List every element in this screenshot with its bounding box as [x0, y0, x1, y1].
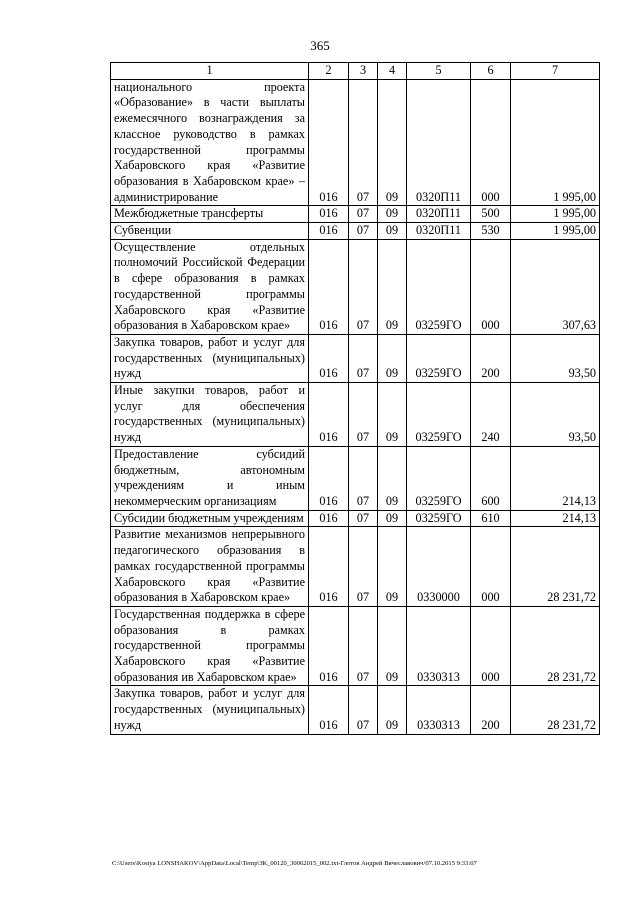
- budget-table: [110, 62, 600, 735]
- section-code: 07: [349, 334, 378, 382]
- section-code: 07: [349, 510, 378, 527]
- target-article-code: 03259ГО: [407, 510, 471, 527]
- subsection-code: 09: [378, 206, 407, 223]
- row-name: Межбюджетные трансферты: [111, 206, 309, 223]
- expense-type-code: 200: [471, 686, 511, 734]
- expense-type-code: 610: [471, 510, 511, 527]
- amount: 28 231,72: [511, 527, 600, 607]
- subsection-code: 09: [378, 527, 407, 607]
- ministry-code: 016: [309, 79, 349, 206]
- expense-type-code: 000: [471, 239, 511, 334]
- ministry-code: 016: [309, 606, 349, 686]
- row-name: Закупка товаров, работ и услуг для государственных (муниципальных) нужд: [111, 334, 309, 382]
- table-row: [111, 79, 600, 206]
- table-row: [111, 223, 600, 240]
- section-code: 07: [349, 527, 378, 607]
- amount: 214,13: [511, 510, 600, 527]
- section-code: 07: [349, 206, 378, 223]
- subsection-code: 09: [378, 79, 407, 206]
- expense-type-code: 600: [471, 446, 511, 510]
- table-row: [111, 383, 600, 447]
- ministry-code: 016: [309, 510, 349, 527]
- table-row: [111, 446, 600, 510]
- row-name: Осуществление отдельных полномочий Российской Федерации в сфере образования в рамках государственной программы Хабаровского края «Развитие образования в Хабаровском крае»: [111, 239, 309, 334]
- page-number: 365: [310, 38, 330, 53]
- expense-type-code: 000: [471, 527, 511, 607]
- table-row: [111, 606, 600, 686]
- expense-type-code: 000: [471, 79, 511, 206]
- column-header-5: 5: [407, 63, 471, 80]
- column-header-6: 6: [471, 63, 511, 80]
- row-name: Субсидии бюджетным учреждениям: [111, 510, 309, 527]
- table-row: [111, 206, 600, 223]
- ministry-code: 016: [309, 239, 349, 334]
- target-article-code: 0320П11: [407, 79, 471, 206]
- target-article-code: 0330313: [407, 686, 471, 734]
- section-code: 07: [349, 79, 378, 206]
- row-name: Предоставление субсидий бюджетным, автономным учреждениям и иным некоммерческим организациям: [111, 446, 309, 510]
- column-header-2: 2: [309, 63, 349, 80]
- target-article-code: 03259ГО: [407, 383, 471, 447]
- target-article-code: 03259ГО: [407, 446, 471, 510]
- section-code: 07: [349, 383, 378, 447]
- ministry-code: 016: [309, 446, 349, 510]
- row-name: Развитие механизмов непрерывного педагогического образования в рамках государственной программы Хабаровского края «Развитие образования в Хабаровском крае»: [111, 527, 309, 607]
- expense-type-code: 500: [471, 206, 511, 223]
- column-header-3: 3: [349, 63, 378, 80]
- table-row: [111, 527, 600, 607]
- column-header-1: 1: [111, 63, 309, 80]
- expense-type-code: 000: [471, 606, 511, 686]
- row-name: Иные закупки товаров, работ и услуг для обеспечения государственных (муниципальных) нужд: [111, 383, 309, 447]
- subsection-code: 09: [378, 334, 407, 382]
- target-article-code: 0320П11: [407, 223, 471, 240]
- amount: 214,13: [511, 446, 600, 510]
- column-header-4: 4: [378, 63, 407, 80]
- target-article-code: 0330000: [407, 527, 471, 607]
- amount: 1 995,00: [511, 79, 600, 206]
- header-row: [111, 63, 600, 80]
- amount: 93,50: [511, 334, 600, 382]
- section-code: 07: [349, 446, 378, 510]
- amount: 28 231,72: [511, 686, 600, 734]
- row-name: Субвенции: [111, 223, 309, 240]
- target-article-code: 0330313: [407, 606, 471, 686]
- subsection-code: 09: [378, 446, 407, 510]
- amount: 93,50: [511, 383, 600, 447]
- section-code: 07: [349, 223, 378, 240]
- subsection-code: 09: [378, 223, 407, 240]
- ministry-code: 016: [309, 686, 349, 734]
- subsection-code: 09: [378, 686, 407, 734]
- subsection-code: 09: [378, 239, 407, 334]
- target-article-code: 03259ГО: [407, 239, 471, 334]
- ministry-code: 016: [309, 527, 349, 607]
- row-name: Закупка товаров, работ и услуг для государственных (муниципальных) нужд: [111, 686, 309, 734]
- row-name: Государственная поддержка в сфере образования в рамках государственной программы Хабаровского края «Развитие образования ив Хабаровском крае»: [111, 606, 309, 686]
- target-article-code: 0320П11: [407, 206, 471, 223]
- ministry-code: 016: [309, 334, 349, 382]
- amount: 28 231,72: [511, 606, 600, 686]
- ministry-code: 016: [309, 206, 349, 223]
- expense-type-code: 240: [471, 383, 511, 447]
- section-code: 07: [349, 606, 378, 686]
- expense-type-code: 530: [471, 223, 511, 240]
- table-row: [111, 239, 600, 334]
- subsection-code: 09: [378, 510, 407, 527]
- subsection-code: 09: [378, 606, 407, 686]
- row-name: национального проекта «Образование» в части выплаты ежемесячного вознаграждения за классное руководство в рамках государственной программы Хабаровского края «Развитие образования в Хабаровском крае» – администрирование: [111, 79, 309, 206]
- target-article-code: 03259ГО: [407, 334, 471, 382]
- subsection-code: 09: [378, 383, 407, 447]
- file-path-footer: C:\Users\Kostya LONSHAKOV\AppData\Local\Temp\ЗК_00120_30062015_002.txt-Глотов Андрей Вячеславович/07.10.2015 9:33:07: [112, 860, 477, 867]
- column-header-7: 7: [511, 63, 600, 80]
- ministry-code: 016: [309, 383, 349, 447]
- expense-type-code: 200: [471, 334, 511, 382]
- ministry-code: 016: [309, 223, 349, 240]
- section-code: 07: [349, 239, 378, 334]
- amount: 1 995,00: [511, 206, 600, 223]
- amount: 307,63: [511, 239, 600, 334]
- table-row: [111, 510, 600, 527]
- table-row: [111, 686, 600, 734]
- amount: 1 995,00: [511, 223, 600, 240]
- section-code: 07: [349, 686, 378, 734]
- table-row: [111, 334, 600, 382]
